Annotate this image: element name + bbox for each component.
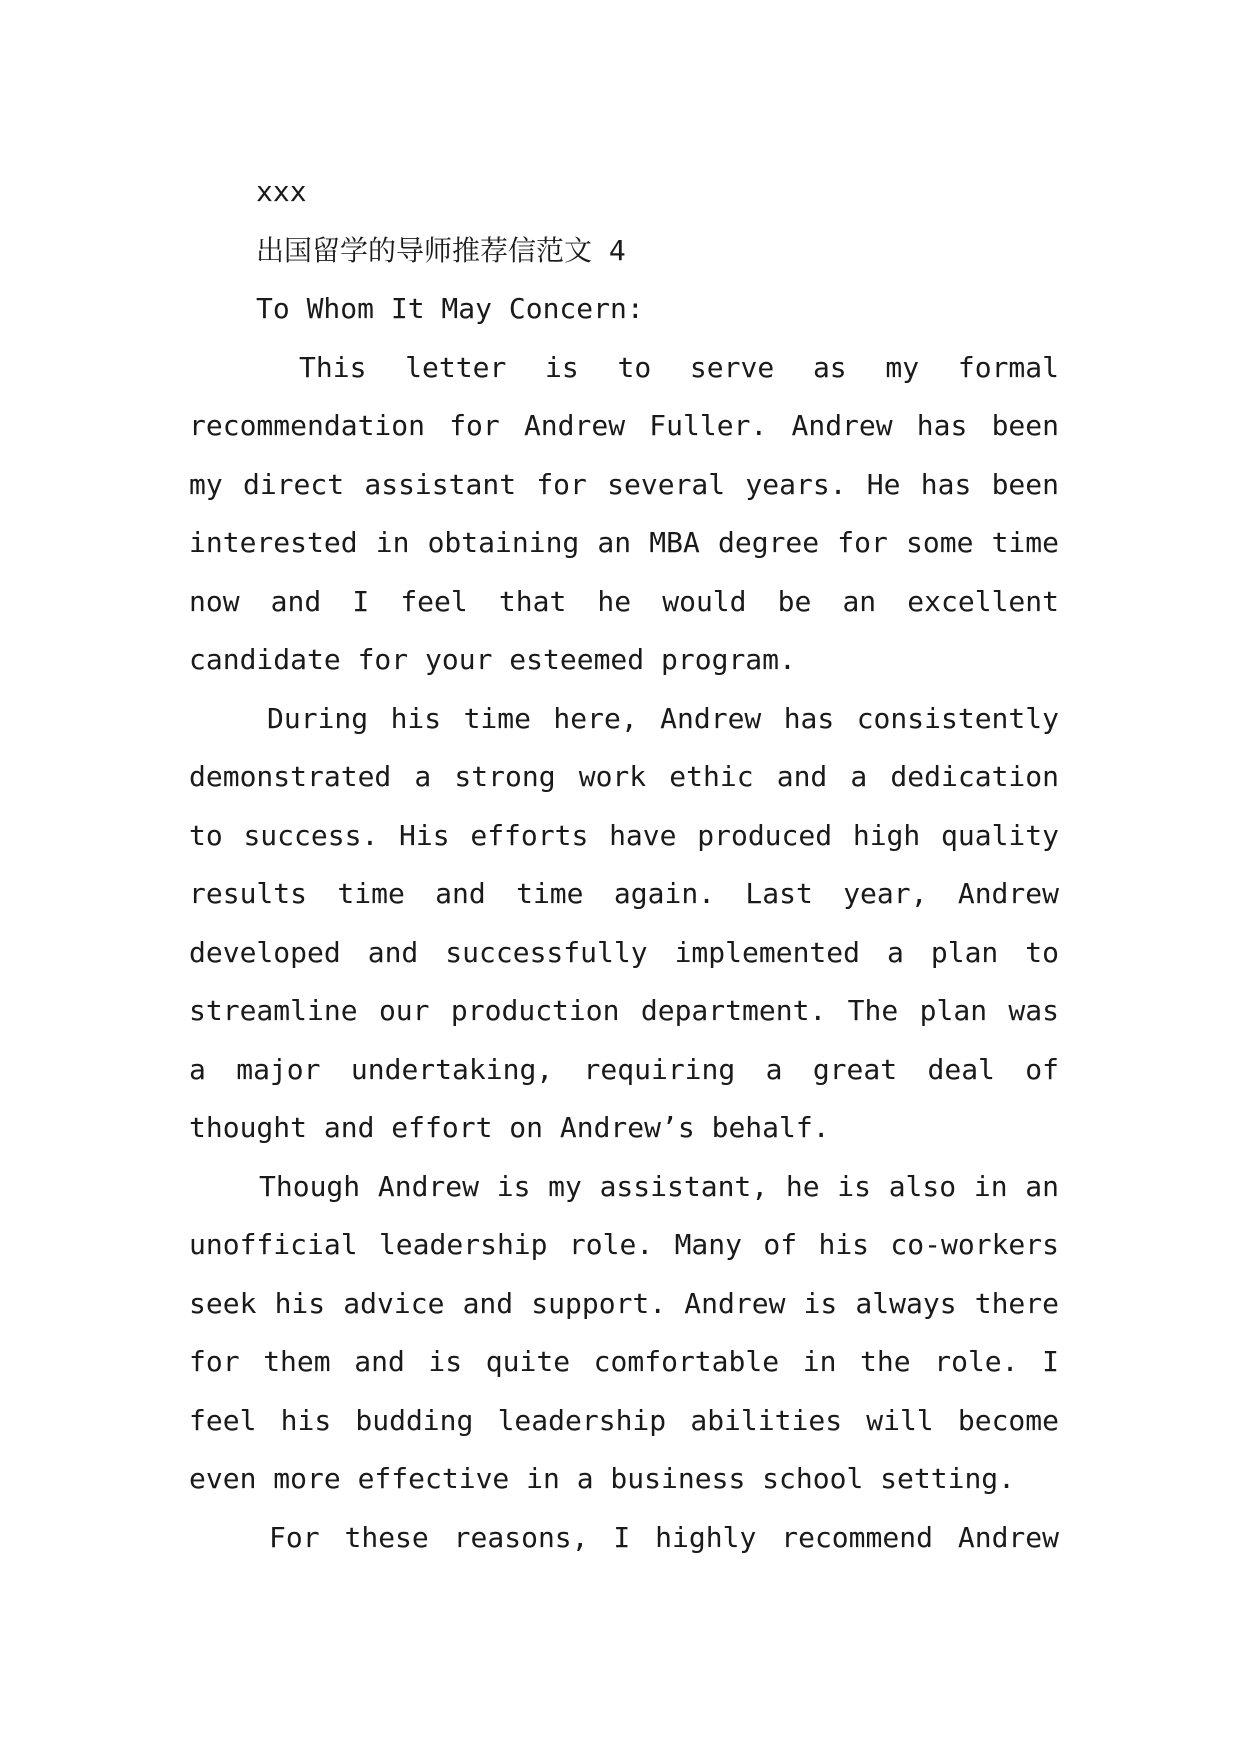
document-title: 出国留学的导师推荐信范文 4 [256, 233, 626, 267]
salutation: To Whom It May Concern: [256, 292, 644, 325]
letter-body [189, 163, 1059, 1567]
sender-line: xxx [256, 175, 307, 208]
paragraph-4: For these reasons, I highly recommend Andrew [269, 1520, 1059, 1554]
paragraph-2: During his time here, Andrew has consistently demonstrated a strong work ethic and a dedication to success. His efforts have produced high quality results time and time again. Last year, Andrew developed and successfully implemented a plan to streamline our production department. The plan was a major undertaking, requiring a great deal of thought and effort on Andrew’s behalf. [189, 701, 1059, 1144]
paragraph-3: Though Andrew is my assistant, he is also in an unofficial leadership role. Many of his co-workers seek his advice and support. Andrew is always there for them and is quite comfortable in the role. I feel his budding leadership abilities will become even more effective in a business school setting. [189, 1169, 1059, 1495]
paragraph-1: This letter is to serve as my formal recommendation for Andrew Fuller. Andrew has been my direct assistant for several years. He has been interested in obtaining an MBA degree for some time now and I feel that he would be an excellent candidate for your esteemed program. [189, 350, 1059, 676]
